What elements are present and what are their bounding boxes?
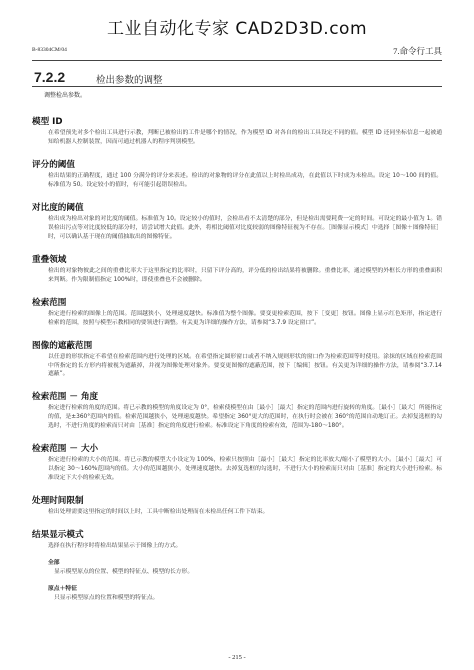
paragraph-result-display-mode: 选择在执行程序时将检出结果显示于图像上的方式。 <box>48 543 182 550</box>
heading-overlap-area: 重叠领域 <box>32 254 67 265</box>
paragraph-overlap-area: 检出的对象物彼此之间的重叠比率大于这里指定的比率时，只留下评分高的，评分低的检出结果将被删除。重叠比率，通过模型的外框长方形的重叠面积来判断。作为限制值指定 100%时，即使重叠也不会被删除。 <box>48 267 442 283</box>
paragraph-mask-area: 以任意的形状指定不希望在检索范围内进行处理的区域。在希望指定圆形窗口或者不纳入规则形状的窗口作为检索范围等时使用。涂抹的区域在检索范围中所指定的长方形内将被视为遮蔽掉，并视为图像处理对象外。要变更图像的遮蔽范围，按下［编辑］按钮。有关更为详细的操作方法，请参阅“3.7.14 遮蔽”。 <box>48 353 442 378</box>
display-mode-origin-feature-text: 只显示模型原点的位置和模型的特征点。 <box>54 595 159 602</box>
display-mode-origin-feature-label: 原点＋特征 <box>48 586 77 593</box>
section-intro: 调整检出参数。 <box>44 92 87 99</box>
heading-score-threshold: 评分的阈值 <box>32 159 75 170</box>
heading-search-size: 检索范围 － 大小 <box>32 444 99 455</box>
running-header <box>32 46 442 61</box>
paragraph-contrast-threshold: 检出成为检出对象的对比度的阈值。标准值为 10。设定较小的值时，会检出看不太清楚的部分，但是检出需要耗费一定的时间。可设定的最小值为 1。错误检出污点等对比度较低的部分时，请尝试增大此值。此外，将相比阈值对比度较弱的图像特征视为不存在。［图像显示模式］中选择［图像＋图像特征］时，可以确认基于现在的阈值抽取出的图像特征。 <box>48 215 442 240</box>
heading-time-limit: 处理时间限制 <box>32 496 84 507</box>
chapter-title: 7.命令行工具 <box>393 46 442 56</box>
display-mode-all-text: 显示模型原点的位置、模型的特征点、模型的长方形。 <box>54 569 194 576</box>
section-number: 7.2.2 <box>34 69 66 85</box>
heading-mask-area: 图像的遮蔽范围 <box>32 340 93 351</box>
heading-search-range: 检索范围 <box>32 297 67 308</box>
document-code: B-83304CM/04 <box>32 47 67 53</box>
watermark-text: 工业自动化专家 CAD2D3D.com <box>106 19 368 39</box>
paragraph-time-limit: 检出处理需要这里指定的时间以上时，工具中断检出处理而在未检出任何工件下结束。 <box>48 509 269 516</box>
heading-model-id: 模型 ID <box>32 116 63 127</box>
paragraph-search-range: 指定进行检索的图像上的范围。范围越狭小，处理速度越快。标准值为整个图像。要变更检索范围，按下［变更］按钮。图像上显示红色矩形，指定进行检索的范围，按照与模型示教相同的要领进行调整。有关更为详细的操作方法，请参阅“3.7.9 设定窗口”。 <box>48 310 442 326</box>
heading-search-angle: 检索范围 － 角度 <box>32 392 99 403</box>
paragraph-model-id: 在希望预先对多个检出工具进行示教，判断已被检出的工件是哪个的情况，作为模型 ID 对各自的检出工具设定不同的值。模型 ID 还同坐标信息一起被通知给机器人控制装置，因而可通过机器人的程序判别模型。 <box>48 129 442 145</box>
paragraph-search-size: 指定进行检索的大小的范围。将已示教的模型大小设定为 100%，检索只按照由［最小］［最大］指定的比率放大/缩小了模型的大小。［最小］［最大］可以指定 30～160%范围内的值。大小的范围越狭小，处理速度越快。去掉复选框的勾选时，不进行大小的检索而只对由［基准］指定的大小进行检索。标准设定下大小的检索无效。 <box>48 457 442 482</box>
paragraph-score-threshold: 检出结果的正确程度，通过 100 分满分的评分来表述。检出的对象物的评分在此值以上时检出成功，在此值以下时成为未检出。设定 10～100 间的值。标准值为 50。设定较小的值时，有可能引起错误检出。 <box>48 172 442 188</box>
page-content <box>32 92 442 603</box>
section-heading <box>32 70 442 87</box>
page-number: - 215 - <box>228 654 246 661</box>
section-title: 检出参数的调整 <box>96 75 163 86</box>
display-mode-all-label: 全部 <box>48 560 60 567</box>
paragraph-search-angle: 指定进行检索的角度的范围。将已示教的模型的角度设定为 0°，检索使模型在由［最小］［最大］指定的范围内进行旋转的角度。［最小］［最大］所能指定的值，是±360°范围内的值。检索范围越狭小，处理速度越快。希望指定 360°更大的范围时，在执行时会被在 360°的范围自动地订正。去掉复选框的勾选时，不进行角度的检索而只对由［基准］指定的角度进行检索。标准设定下角度的检索有效，范围为-180～180°。 <box>48 405 442 430</box>
heading-result-display-mode: 结果显示模式 <box>32 530 84 541</box>
heading-contrast-threshold: 对比度的阈值 <box>32 202 84 213</box>
